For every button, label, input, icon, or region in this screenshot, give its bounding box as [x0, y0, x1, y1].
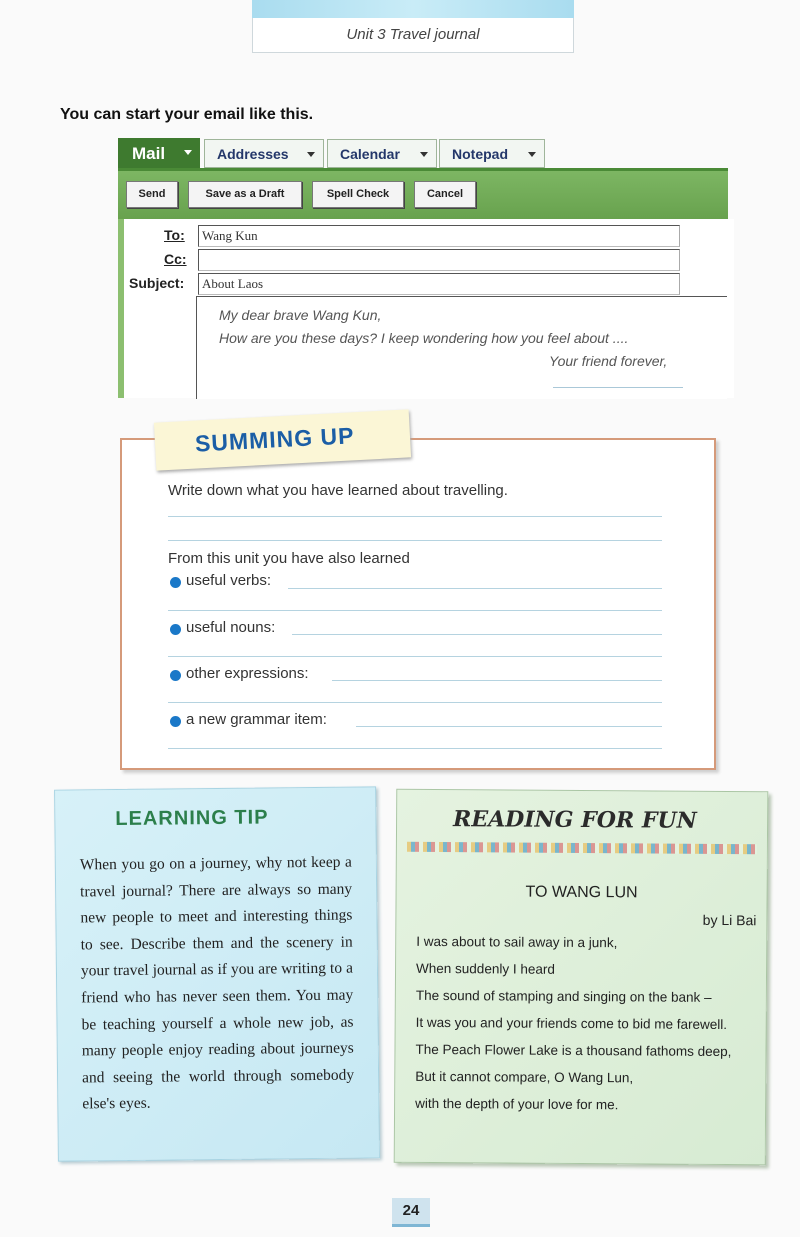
- tab-addresses-label: Addresses: [217, 146, 289, 162]
- list-item: useful verbs:: [186, 572, 272, 589]
- poem-line: But it cannot compare, O Wang Lun,: [415, 1068, 634, 1086]
- list-item: a new grammar item:: [186, 711, 327, 728]
- cc-label: Cc:: [164, 251, 187, 267]
- chevron-down-icon: [420, 152, 428, 157]
- message-line: Your friend forever,: [549, 353, 668, 369]
- answer-line: [288, 588, 662, 589]
- subject-field[interactable]: [198, 273, 680, 295]
- poem-line: with the depth of your love for me.: [415, 1095, 619, 1113]
- cc-field[interactable]: [198, 249, 680, 271]
- reading-for-fun-title: READING FOR FUN: [453, 806, 697, 834]
- tab-notepad[interactable]: [439, 139, 545, 168]
- tab-calendar[interactable]: [327, 139, 437, 168]
- send-button[interactable]: Send: [126, 181, 178, 208]
- poem-author: by Li Bai: [702, 911, 757, 929]
- bullet-icon: [170, 624, 181, 635]
- flower-border-decoration: [407, 842, 757, 854]
- learning-tip-title: LEARNING TIP: [115, 806, 269, 831]
- poem-line: The sound of stamping and singing on the bank –: [415, 987, 712, 1005]
- tab-calendar-label: Calendar: [340, 146, 400, 162]
- answer-line: [168, 540, 662, 541]
- subject-label: Subject:: [129, 275, 185, 291]
- message-line: How are you these days? I keep wondering how you feel about ....: [219, 330, 629, 346]
- message-body-field[interactable]: [196, 296, 727, 399]
- subject-value: About Laos: [202, 276, 264, 291]
- list-item: useful nouns:: [186, 619, 276, 636]
- tab-mail[interactable]: [118, 138, 200, 168]
- chevron-down-icon: [307, 152, 315, 157]
- chevron-down-icon: [528, 152, 536, 157]
- tab-mail-label: Mail: [132, 144, 166, 163]
- unit-title: Unit 3 Travel journal: [346, 26, 480, 43]
- list-item: other expressions:: [186, 665, 309, 682]
- page-number: 24: [392, 1198, 430, 1227]
- bullet-icon: [170, 670, 181, 681]
- answer-line: [332, 680, 662, 681]
- tab-notepad-label: Notepad: [452, 146, 508, 162]
- answer-line: [356, 726, 662, 727]
- to-value: Wang Kun: [202, 228, 258, 243]
- answer-line: [168, 702, 662, 703]
- signature-line: [553, 387, 683, 388]
- poem-title: TO WANG LUN: [525, 883, 638, 902]
- poem-line: When suddenly I heard: [416, 960, 555, 977]
- message-line: My dear brave Wang Kun,: [219, 307, 382, 323]
- intro-text: You can start your email like this.: [60, 106, 314, 123]
- summing-up-prompt: Write down what you have learned about travelling.: [168, 482, 508, 499]
- email-compose-area: [118, 219, 734, 398]
- reading-for-fun-box: [394, 789, 769, 1166]
- unit-header: [252, 18, 574, 53]
- learning-tip-text: When you go on a journey, why not keep a travel journal? There are always so many new people to meet and interesting things to see. Describe them and the scenery in your travel journal as if you are writing to a friend who has never seen them. You may be teaching yourself a whole new job, as many people enjoy reading about journeys and seeing the world through somebody else's eyes.: [79, 853, 355, 1113]
- chevron-down-icon: [184, 150, 192, 155]
- answer-line: [168, 516, 662, 517]
- answer-line: [168, 656, 662, 657]
- summing-up-box: [120, 438, 716, 770]
- summing-up-title: SUMMING UP: [194, 422, 356, 457]
- email-window: [118, 138, 728, 398]
- cancel-button[interactable]: Cancel: [414, 181, 476, 208]
- tab-addresses[interactable]: [204, 139, 324, 168]
- save-draft-button[interactable]: Save as a Draft: [188, 181, 302, 208]
- spell-check-button[interactable]: Spell Check: [312, 181, 404, 208]
- bullet-icon: [170, 577, 181, 588]
- answer-line: [292, 634, 662, 635]
- poem-line: It was you and your friends come to bid me farewell.: [415, 1014, 728, 1033]
- bullet-icon: [170, 716, 181, 727]
- poem-line: I was about to sail away in a junk,: [416, 933, 618, 951]
- answer-line: [168, 748, 662, 749]
- poem-line: The Peach Flower Lake is a thousand fathoms deep,: [415, 1041, 732, 1060]
- to-label: To:: [164, 227, 185, 243]
- also-learned-text: From this unit you have also learned: [168, 550, 410, 567]
- header-decoration: [252, 0, 574, 18]
- answer-line: [168, 610, 662, 611]
- to-field[interactable]: [198, 225, 680, 247]
- learning-tip-box: [54, 786, 380, 1161]
- email-toolbar: [118, 168, 728, 219]
